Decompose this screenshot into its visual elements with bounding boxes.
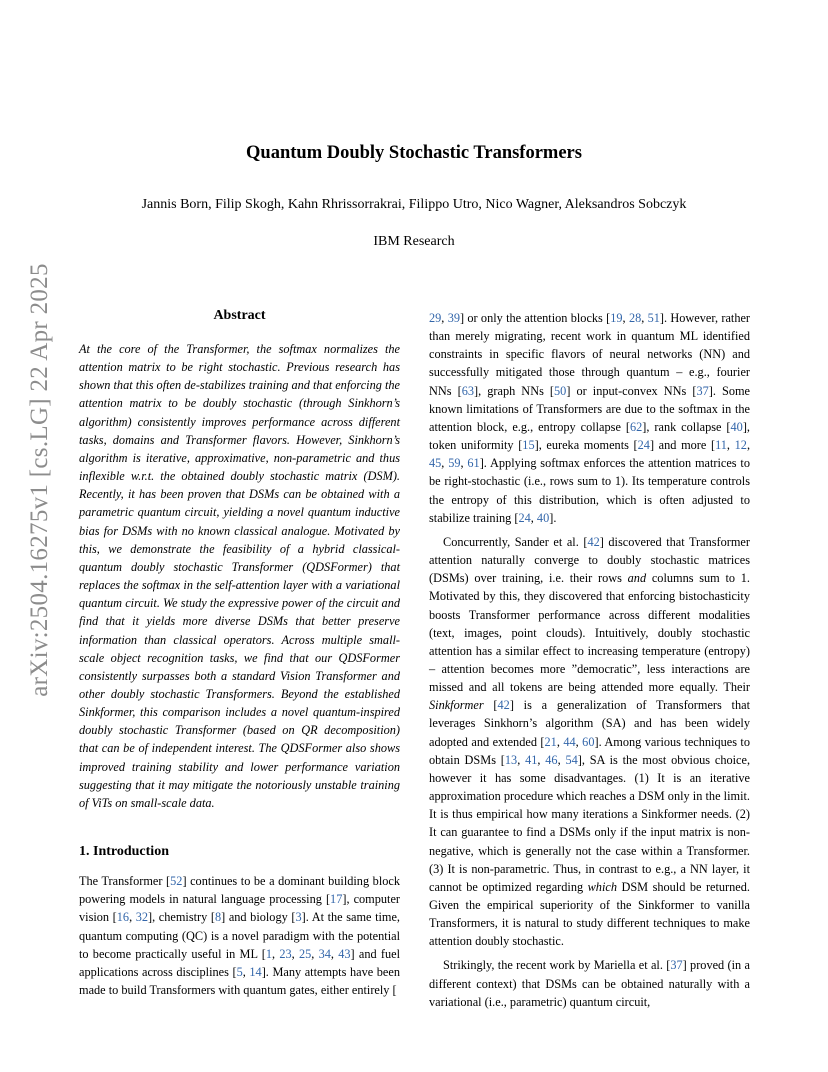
- intro-paragraph-1: The Transformer [52] continues to be a dominant building block powering models in natural language processing [17], computer vision [16, 32], chemistry [8] and biology [3]. At the same time, quantum computing (QC) is a novel paradigm with the potential to become practically useful in ML [1, 23, 25, 34, 43] and fuel applications across disciplines [5, 14]. Many attempts have been made to build Transformers with quantum gates, either entirely [: [79, 874, 401, 997]
- citation-link[interactable]: 24: [518, 510, 531, 525]
- citation-link[interactable]: 11: [715, 438, 727, 453]
- citation-link[interactable]: 25: [298, 946, 312, 961]
- citation-link[interactable]: 39: [447, 311, 460, 325]
- citation-link[interactable]: 44: [563, 734, 576, 749]
- affiliation: IBM Research: [373, 234, 455, 249]
- citation-link[interactable]: 23: [279, 946, 292, 961]
- intro-paragraph-2: Concurrently, Sander et al. [42] discovered that Transformer attention naturally converge to doubly stochastic matrices (DSMs) over training, i.e. their rows and columns sum to 1. Motivated by this, they discovered that enforcing bistochasticity boosts Transformer performance across different modalities (text, images, point clouds). Intuitively, doubly stochastic attention has a similar effect to increasing temperature (entropy) – attention becomes more ”democratic”, less interactions are missed and all tokens are being attended more equally. Their Sinkformer [42] is a generalization of Transformers that leverages Sinkhorn’s algorithm (SA) and has been widely adopted and extended [21, 44, 60]. Among various techniques to obtain DSMs [13, 41, 46, 54], SA is the most obvious choice, however it has some disadvantages. (1) It is an iterative approximation procedure which reaches a DSM only in the limit. It is thus empirical how many iterations a Sinkformer needs. (2) It can guarantee to find a DSMs only if the input matrix is non-negative, which is generally not the case within a Transformer. (3) It is non-parametric. Thus, in contrast to e.g., a NN layer, it cannot be optimized regarding which DSM should be returned. Given the empirical superiority of the Sinkformer to vanilla Transformers, it is natural to study different techniques to make attention doubly stochastic.: [429, 534, 751, 949]
- citation-link[interactable]: 15: [522, 438, 535, 453]
- citation-link[interactable]: 8: [214, 910, 222, 925]
- citation-link[interactable]: 42: [587, 534, 600, 549]
- citation-link[interactable]: 13: [504, 752, 518, 767]
- citation-link[interactable]: 21: [544, 734, 557, 749]
- citation-link[interactable]: 52: [170, 874, 183, 889]
- citation-link[interactable]: 14: [249, 964, 262, 979]
- right-column: [429, 309, 750, 1011]
- citation-link[interactable]: 19: [610, 311, 623, 325]
- citation-link[interactable]: 45: [429, 456, 442, 471]
- citation-link[interactable]: 61: [467, 456, 480, 471]
- citation-link[interactable]: 43: [338, 946, 351, 961]
- citation-link[interactable]: 51: [647, 311, 660, 325]
- section-heading-introduction: 1. Introduction: [79, 844, 169, 860]
- citation-link[interactable]: 63: [461, 383, 475, 398]
- citation-link[interactable]: 40: [730, 419, 743, 434]
- citation-link[interactable]: 50: [554, 383, 567, 398]
- citation-link[interactable]: 1: [265, 946, 273, 961]
- citation-link[interactable]: 3: [295, 910, 302, 925]
- citation-link[interactable]: 32: [135, 910, 149, 925]
- citation-link[interactable]: 16: [116, 910, 130, 925]
- citation-link[interactable]: 12: [734, 438, 747, 453]
- intro-paragraph-1-continued: 29, 39] or only the attention blocks [19, 28, 51]. However, rather than merely migrating, recent work in quantum ML identified constraints in specific flavors of neural networks (NN) and successfully mitigated those through quantum – e.g., fourier NNs [63], graph NNs [50] or input-convex NNs [37]. Some known limitations of Transformers are due to the softmax in the attention block, e.g., entropy collapse [62], rank collapse [40], token uniformity [15], eureka moments [24] and more [11, 12, 45, 59, 61]. Applying softmax enforces the attention matrices to be right-stochastic (i.e., rows sum to 1). Its temperature controls the entropy of this distribution, which is often adjusted to stabilize training [24, 40].: [429, 311, 751, 525]
- citation-link[interactable]: 60: [582, 734, 595, 749]
- abstract-text: At the core of the Transformer, the softmax normalizes the attention matrix to be right stochastic. Previous research has shown that this often de-stabilizes training and that enforcing the attention matrix to be doubly stochastic (through Sinkhorn’s algorithm) consistently improves performance across different tasks, domains and Transformer flavors. However, Sinkhorn’s algorithm is iterative, approximative, non-parametric and thus inflexible w.r.t. the obtained doubly stochastic matrix (DSM). Recently, it has been proven that DSMs can be obtained with a parametric quantum circuit, yielding a novel quantum inductive bias for DSMs with no known classical analogue. Motivated by this, we demonstrate the feasibility of a hybrid classical-quantum doubly stochastic Transformer (QDSFormer) that replaces the softmax in the self-attention layer with a variational quantum circuit. We study the expressive power of the circuit and find that it yields more diverse DSMs that better preserve information than classical operators. Across multiple small-scale object recognition tasks, we find that our QDSFormer consistently surpasses both a standard Vision Transformer and other doubly stochastic Transformers. Beyond the established Sinkformer, this comparison includes a novel quantum-inspired doubly stochastic Transformer (based on QR decomposition) that can be of independent interest. The QDSFormer also shows improved training stability and lower performance variation suggesting that it may mitigate the notoriously unstable training of ViTs on small-scale data.: [79, 342, 400, 810]
- citation-link[interactable]: 62: [629, 419, 643, 434]
- citation-link[interactable]: 24: [637, 438, 650, 453]
- arxiv-identifier: [22, 263, 58, 697]
- left-column: [79, 306, 400, 999]
- citation-link[interactable]: 42: [497, 698, 510, 713]
- citation-link[interactable]: 5: [236, 964, 243, 979]
- author-list: Jannis Born, Filip Skogh, Kahn Rhrissorrakrai, Filippo Utro, Nico Wagner, Aleksandros Sobczyk: [141, 197, 687, 212]
- citation-link[interactable]: 37: [670, 958, 683, 973]
- arxiv-identifier-text: arXiv:2504.16275v1 [cs.LG] 22 Apr 2025: [26, 263, 54, 697]
- citation-link[interactable]: 34: [318, 946, 331, 961]
- citation-link[interactable]: 41: [525, 752, 538, 767]
- abstract-heading: Abstract: [213, 308, 266, 323]
- citation-link[interactable]: 29: [429, 311, 442, 325]
- citation-link[interactable]: 46: [545, 752, 558, 767]
- paper-title: Quantum Doubly Stochastic Transformers: [246, 143, 582, 163]
- citation-link[interactable]: 40: [536, 510, 550, 525]
- intro-paragraph-3: Strikingly, the recent work by Mariella et al. [37] proved (in a different context) that DSMs can be obtained naturally with a variational (i.e., parametric) quantum circuit,: [429, 958, 750, 1009]
- citation-link[interactable]: 28: [628, 311, 642, 325]
- citation-link[interactable]: 37: [696, 383, 709, 398]
- citation-link[interactable]: 54: [565, 752, 578, 767]
- citation-link[interactable]: 17: [330, 892, 343, 907]
- citation-link[interactable]: 59: [448, 456, 461, 471]
